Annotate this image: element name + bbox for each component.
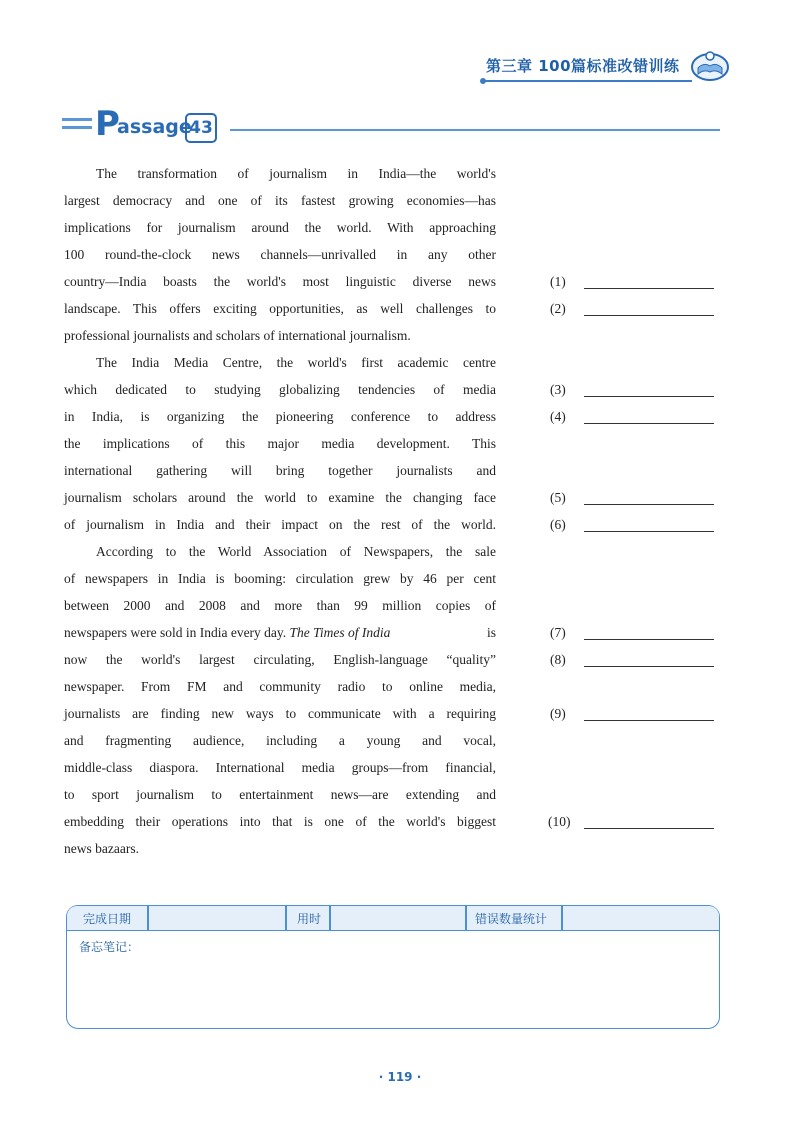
notes-label: 备忘笔记： xyxy=(79,940,140,954)
answer-number: (9) xyxy=(550,706,566,721)
header-rule xyxy=(484,80,692,82)
text-line: implications for journalism around the world. With approaching xyxy=(64,220,496,235)
book-logo-icon xyxy=(690,48,730,82)
answer-blank[interactable] xyxy=(584,504,714,505)
answer-number: (7) xyxy=(550,625,566,640)
cell-divider xyxy=(465,906,467,930)
text-line: middle-class diaspora. International media groups—from financial, xyxy=(64,760,496,775)
text-line: 100 round-the-clock news channels—unrivalled in any other xyxy=(64,247,496,262)
text-line: of newspapers in India is booming: circulation grew by 46 per cent xyxy=(64,571,496,586)
completion-date-label: 完成日期 xyxy=(83,912,132,926)
answer-blank[interactable] xyxy=(584,666,714,667)
answer-number: (5) xyxy=(550,490,566,505)
time-used-label: 用时 xyxy=(297,912,322,926)
text-line: country—India boasts the world's most linguistic diverse news xyxy=(64,274,496,289)
answer-blank[interactable] xyxy=(584,720,714,721)
text-line: journalism scholars around the world to examine the changing face xyxy=(64,490,496,505)
text-line: landscape. This offers exciting opportunities, as well challenges to xyxy=(64,301,496,316)
text-line: journalists are finding new ways to communicate with a requiring xyxy=(64,706,496,721)
text-line: in India, is organizing the pioneering conference to address xyxy=(64,409,496,424)
answer-number: (6) xyxy=(550,517,566,532)
title-rule xyxy=(230,129,720,131)
answer-blank[interactable] xyxy=(584,423,714,424)
text-line: now the world's largest circulating, English-language “quality” xyxy=(64,652,496,667)
answer-number: (10) xyxy=(548,814,571,829)
passage-number: 43 xyxy=(185,113,217,143)
answer-blank[interactable] xyxy=(584,828,714,829)
error-count-label: 错误数量统计 xyxy=(475,912,548,926)
page-number: · 119 · xyxy=(378,1070,422,1084)
cell-divider xyxy=(561,906,563,930)
cell-divider xyxy=(329,906,331,930)
text-line: newspaper. From FM and community radio to online media, xyxy=(64,679,496,694)
text-line: The transformation of journalism in India—the world's xyxy=(96,166,496,181)
text-line: and fragmenting audience, including a young and vocal, xyxy=(64,733,496,748)
text-line: of journalism in India and their impact on the rest of the world. xyxy=(64,517,496,532)
text-line: The India Media Centre, the world's first academic centre xyxy=(96,355,496,370)
text-line: embedding their operations into that is one of the world's biggest xyxy=(64,814,496,829)
answer-blank[interactable] xyxy=(584,288,714,289)
text-line: professional journalists and scholars of international journalism. xyxy=(64,328,411,343)
study-record-box xyxy=(66,905,720,1029)
title-decoration xyxy=(62,118,92,134)
text-segment: newspapers were sold in India every day. xyxy=(64,625,287,640)
text-line: news bazaars. xyxy=(64,841,139,856)
passage-title-word: assage xyxy=(117,116,192,138)
record-box-header xyxy=(67,906,719,931)
answer-blank[interactable] xyxy=(584,639,714,640)
answer-blank[interactable] xyxy=(584,396,714,397)
cell-divider xyxy=(147,906,149,930)
text-line: to sport journalism to entertainment news—are extending and xyxy=(64,787,496,802)
answer-number: (8) xyxy=(550,652,566,667)
text-line: between 2000 and 2008 and more than 99 million copies of xyxy=(64,598,496,613)
answer-blank[interactable] xyxy=(584,315,714,316)
answer-number: (3) xyxy=(550,382,566,397)
answer-number: (2) xyxy=(550,301,566,316)
newspaper-title: The Times of India xyxy=(289,625,391,640)
text-line: the implications of this major media development. This xyxy=(64,436,496,451)
text-segment: is xyxy=(486,625,496,640)
text-line: which dedicated to studying globalizing tendencies of media xyxy=(64,382,496,397)
text-line: international gathering will bring together journalists and xyxy=(64,463,496,478)
answer-blank[interactable] xyxy=(584,531,714,532)
text-line-with-italic xyxy=(64,625,496,641)
passage-title-initial: P xyxy=(95,104,120,144)
answer-number: (4) xyxy=(550,409,566,424)
cell-divider xyxy=(285,906,287,930)
answer-number: (1) xyxy=(550,274,566,289)
text-line: According to the World Association of Newspapers, the sale xyxy=(96,544,496,559)
chapter-title: 第三章 100篇标准改错训练 xyxy=(486,57,680,75)
text-line: largest democracy and one of its fastest growing economies—has xyxy=(64,193,496,208)
